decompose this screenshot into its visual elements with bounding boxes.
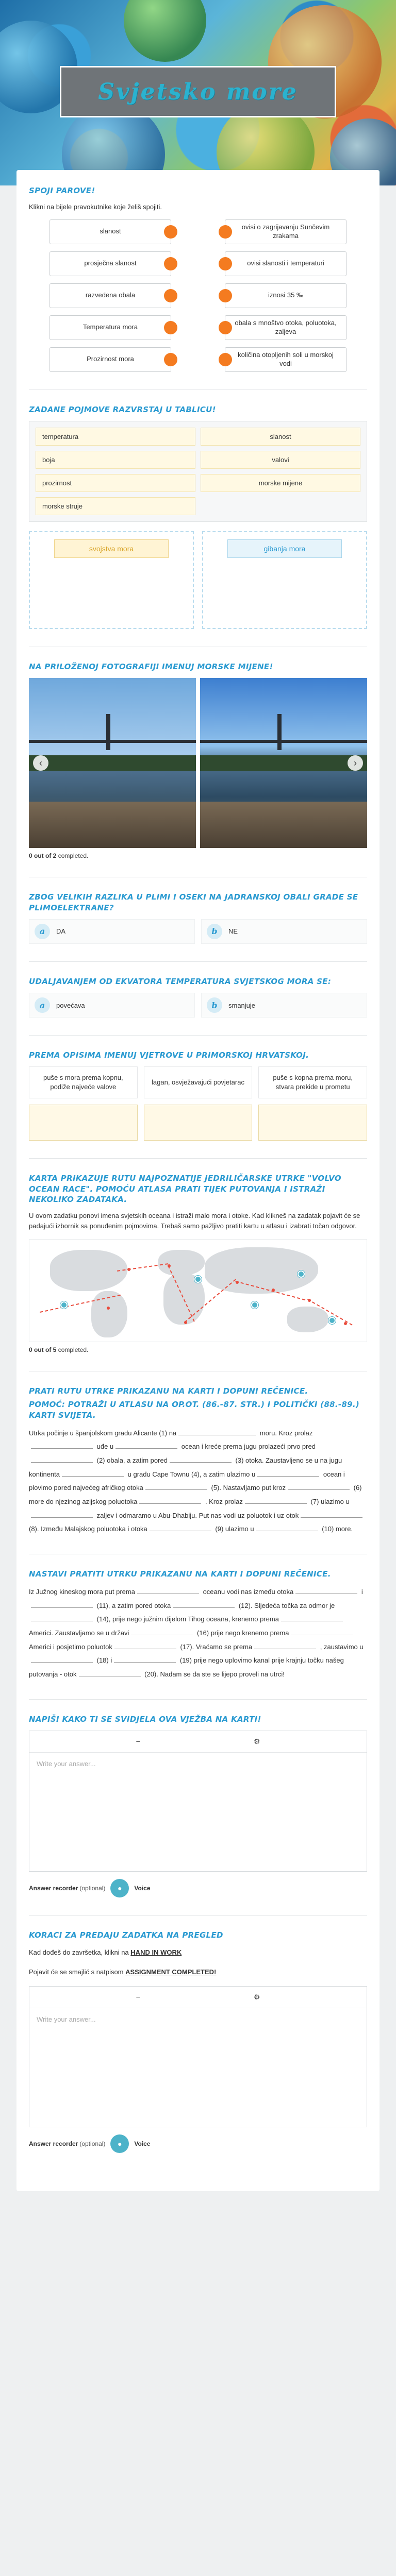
- race-stop: [127, 1268, 130, 1271]
- question-categorize: [29, 404, 367, 629]
- answer-option[interactable]: b smanjuje: [201, 993, 367, 1018]
- blank-select[interactable]: [139, 1497, 201, 1504]
- blank-select[interactable]: [116, 1442, 177, 1449]
- globe-image: [124, 0, 206, 62]
- match-right-item[interactable]: količina otopljenih soli u morskoj vodi: [225, 347, 346, 372]
- question-instruction: U ovom zadatku ponovi imena svjetskih oceana i istraži malo mora i otoke. Kad klikneš na zadatak pojavit će se padajući izbornik sa ponuđenim pojmovima. Trebaš samo pažljivo pratiti kartu u atlasu i izabrati točan odgovor.: [29, 1212, 360, 1230]
- option-list: [29, 993, 367, 1018]
- hills: [200, 755, 367, 771]
- blank-select[interactable]: [295, 1587, 357, 1594]
- category-bins: [29, 531, 367, 629]
- question-photos: [29, 662, 367, 859]
- bridge-tower: [277, 714, 282, 750]
- minus-icon[interactable]: −: [136, 1993, 140, 2002]
- tide-photo[interactable]: [200, 678, 367, 848]
- blank-select[interactable]: [178, 1428, 256, 1435]
- connector-dot[interactable]: [219, 257, 232, 270]
- blank-select[interactable]: [31, 1511, 93, 1518]
- question-title: KORACI ZA PREDAJU ZADATKA NA PREGLED: [29, 1930, 223, 1940]
- blank-select[interactable]: [173, 1601, 235, 1608]
- gear-icon[interactable]: ⚙: [253, 1992, 260, 2001]
- hills: [29, 755, 196, 771]
- draggable-chip[interactable]: temperatura: [36, 428, 195, 446]
- match-right-item[interactable]: obala s mnoštvo otoka, poluotoka, zaljeva: [225, 315, 346, 340]
- option-letter: b: [207, 997, 222, 1013]
- match-left-item[interactable]: Temperatura mora: [50, 315, 171, 340]
- blank-select[interactable]: [31, 1455, 93, 1463]
- header-banner: [0, 0, 396, 185]
- description-card: puše s kopna prema moru, stvara prekide u prometu: [258, 1066, 367, 1098]
- connector-dot[interactable]: [164, 257, 177, 270]
- race-stop: [107, 1307, 110, 1310]
- match-left-item[interactable]: razvedena obala: [50, 283, 171, 308]
- option-letter: b: [207, 924, 222, 939]
- question-title: PRATI RUTU UTRKE PRIKAZANU NA KARTI I DOPUNI REČENICE.: [29, 1386, 308, 1396]
- draggable-chip[interactable]: morske mijene: [201, 474, 360, 492]
- question-winds: [29, 1050, 367, 1141]
- section-divider: [29, 1158, 367, 1159]
- option-list: [29, 919, 367, 944]
- question-fill-route-2: [29, 1569, 367, 1682]
- blank-select[interactable]: [256, 1524, 318, 1531]
- blank-select[interactable]: [79, 1669, 141, 1676]
- draggable-chip[interactable]: prozirnost: [36, 474, 195, 492]
- question-title: ZBOG VELIKIH RAZLIKA U PLIMI I OSEKI NA JADRANSKOJ OBALI GRADE SE PLIMOELEKTRANE?: [29, 892, 358, 912]
- blank-select[interactable]: [254, 1642, 316, 1649]
- category-bin[interactable]: [202, 531, 367, 629]
- question-match-pairs: [29, 185, 367, 372]
- match-right-item[interactable]: ovisi slanosti i temperaturi: [225, 251, 346, 276]
- world-map: [29, 1239, 367, 1342]
- blank-select[interactable]: [291, 1628, 353, 1635]
- question-title: UDALJAVANJEM OD EKVATORA TEMPERATURA SVJETSKOG MORA SE:: [29, 976, 332, 986]
- answer-option[interactable]: a povećava: [29, 993, 195, 1018]
- question-title: PREMA OPISIMA IMENUJ VJETROVE U PRIMORSKOJ HRVATSKOJ.: [29, 1050, 309, 1060]
- race-stop: [308, 1299, 311, 1302]
- description-card: puše s mora prema kopnu, podiže najveće valove: [29, 1066, 138, 1098]
- connector-dot[interactable]: [164, 225, 177, 239]
- answer-recorder: Answer recorder (optional) ● Voice: [29, 2134, 367, 2153]
- race-stop: [184, 1321, 187, 1324]
- chevron-left-icon[interactable]: ‹: [33, 755, 48, 771]
- blank-select[interactable]: [150, 1524, 211, 1531]
- tide-photo[interactable]: [29, 678, 196, 848]
- blank-select[interactable]: [288, 1483, 350, 1490]
- match-grid: [29, 219, 367, 372]
- connector-dot[interactable]: [164, 321, 177, 334]
- connector-dot[interactable]: [164, 353, 177, 366]
- blank-select[interactable]: [31, 1442, 93, 1449]
- answer-drop-zones: [29, 1105, 367, 1141]
- bin-label: svojstva mora: [54, 539, 168, 558]
- question-title: NAPIŠI KAKO TI SE SVIDJELA OVA VJEŽBA NA KARTI!: [29, 1714, 261, 1724]
- race-stop: [236, 1281, 239, 1284]
- section-divider: [29, 1699, 367, 1700]
- blank-select[interactable]: [31, 1655, 93, 1663]
- blank-select[interactable]: [114, 1642, 176, 1649]
- option-letter: a: [35, 997, 50, 1013]
- continent-europe: [158, 1250, 205, 1276]
- section-divider: [29, 961, 367, 962]
- answer-textarea[interactable]: Write your answer...: [37, 2015, 96, 2023]
- voice-label: Voice: [134, 2140, 151, 2147]
- page-title: Svjetsko more: [98, 78, 298, 105]
- question-temperature: [29, 976, 367, 1018]
- section-divider: [29, 389, 367, 390]
- map-hotspot[interactable]: [194, 1276, 202, 1283]
- question-title: NA PRILOŽENOJ FOTOGRAFIJI IMENUJ MORSKE MIJENE!: [29, 662, 273, 671]
- worksheet-page: [16, 170, 380, 2191]
- photo-pair: [29, 678, 367, 848]
- blank-select[interactable]: [31, 1601, 93, 1608]
- blank-select[interactable]: [170, 1455, 232, 1463]
- blank-select[interactable]: [31, 1614, 93, 1621]
- answer-option[interactable]: a DA: [29, 919, 195, 944]
- match-right-item[interactable]: iznosi 35 ‰: [225, 283, 346, 308]
- question-title: KARTA PRIKAZUJE RUTU NAJPOZNATIJE JEDRILIČARSKE UTRKE "VOLVO OCEAN RACE". POMOĆU ATLASA PRATI TIJEK PUTOVANJA I ISTRAŽI NEKOLIKO ZADATAKA.: [29, 1174, 341, 1204]
- description-card: lagan, osvježavajući povjetarac: [144, 1066, 253, 1098]
- blank-select[interactable]: [257, 1469, 319, 1477]
- chip-pool: [29, 421, 367, 522]
- connector-dot[interactable]: [219, 321, 232, 334]
- map-hotspot[interactable]: [298, 1270, 305, 1278]
- description-cards: [29, 1066, 367, 1098]
- draggable-chip[interactable]: morske struje: [36, 497, 195, 515]
- continent-south-america: [91, 1291, 127, 1337]
- fill-text: Iz Južnog kineskog mora put prema oceanu vodi nas između otoka i (11), a zatim pored otoka (12). Sljedeća točka za odmor je (14), prije nego južnim dijelom Tihog oceana, krenemo prema Americi. Zaustavljamo se u državi (16) prije nego krenemo prema Americi i posjetimo poluotok (17). Vraćamo se prema , zaustavimo u (18) i (19) prije nego uplovimo kanal prije krajnju točku našeg putovanja - otok (20). Nadam se da ste se lijepo proveli na utrci!: [29, 1588, 364, 1678]
- connector-dot[interactable]: [164, 289, 177, 302]
- question-race-map: [29, 1173, 367, 1353]
- question-hint: POMOĆ: POTRAŽI U ATLASU NA OP.OT. (86.-87. STR.) I POLITIČKI (88.-89.) KARTI SVIJETA.: [29, 1400, 360, 1420]
- answer-recorder: Answer recorder (optional) ● Voice: [29, 1879, 367, 1897]
- editor-toolbar: [29, 1987, 367, 2008]
- section-divider: [29, 1915, 367, 1916]
- title-box: [60, 66, 336, 117]
- map-hotspot[interactable]: [328, 1317, 336, 1324]
- draggable-chip[interactable]: slanost: [201, 428, 360, 446]
- progress-counter: 0 out of 2 completed.: [29, 852, 89, 860]
- map-hotspot[interactable]: [60, 1301, 68, 1309]
- answer-editor: [29, 1986, 367, 2127]
- chevron-right-icon[interactable]: ›: [348, 755, 363, 771]
- continent-australia: [287, 1307, 328, 1332]
- connector-dot[interactable]: [219, 225, 232, 239]
- submit-instructions: Kad dođeš do završetka, klikni na HAND IN WORK Pojavit će se smajlić s natpisom ASSIGNMENT COMPLETED!: [29, 1948, 217, 1976]
- progress-counter: 0 out of 5 completed.: [29, 1346, 89, 1353]
- voice-label: Voice: [134, 1884, 151, 1892]
- answer-drop-zone[interactable]: [144, 1105, 253, 1141]
- match-left-item[interactable]: slanost: [50, 219, 171, 244]
- question-write-opinion: [29, 1714, 367, 1897]
- question-submit-steps: [29, 1930, 367, 2153]
- question-title: ZADANE POJMOVE RAZVRSTAJ U TABLICU!: [29, 404, 216, 414]
- blank-select[interactable]: [301, 1511, 362, 1518]
- answer-drop-zone[interactable]: [29, 1105, 138, 1141]
- microphone-icon[interactable]: ●: [110, 1879, 129, 1897]
- answer-editor: [29, 1731, 367, 1872]
- continent-north-america: [50, 1250, 127, 1291]
- blank-select[interactable]: [245, 1497, 307, 1504]
- match-left-item[interactable]: Prozirnost mora: [50, 347, 171, 372]
- match-left-item[interactable]: prosječna slanost: [50, 251, 171, 276]
- race-stop: [344, 1322, 347, 1325]
- race-stop: [168, 1264, 171, 1267]
- question-title: SPOJI PAROVE!: [29, 186, 95, 195]
- editor-toolbar: [29, 1731, 367, 1753]
- shore: [200, 802, 367, 848]
- map-hotspot[interactable]: [251, 1301, 258, 1309]
- match-right-item[interactable]: ovisi o zagrijavanju Sunčevim zrakama: [225, 219, 346, 244]
- microphone-icon[interactable]: ●: [110, 2134, 129, 2153]
- gear-icon[interactable]: ⚙: [253, 1737, 260, 1745]
- blank-select[interactable]: [137, 1587, 199, 1594]
- section-divider: [29, 1035, 367, 1036]
- draggable-chip[interactable]: boja: [36, 451, 195, 469]
- blank-select[interactable]: [131, 1628, 193, 1635]
- bin-label: gibanja mora: [227, 539, 341, 558]
- answer-textarea[interactable]: Write your answer...: [37, 1759, 96, 1768]
- question-fill-route-1: [29, 1386, 367, 1536]
- blank-select[interactable]: [281, 1614, 343, 1621]
- blank-select[interactable]: [62, 1469, 124, 1477]
- shore: [29, 802, 196, 848]
- race-stop: [272, 1289, 275, 1292]
- blank-select[interactable]: [145, 1483, 207, 1490]
- option-letter: a: [35, 924, 50, 939]
- answer-option[interactable]: b NE: [201, 919, 367, 944]
- question-title: NASTAVI PRATITI UTRKU PRIKAZANU NA KARTI I DOPUNI REČENICE.: [29, 1569, 331, 1579]
- blank-select[interactable]: [114, 1655, 176, 1663]
- draggable-chip[interactable]: valovi: [201, 451, 360, 469]
- connector-dot[interactable]: [219, 289, 232, 302]
- category-bin[interactable]: [29, 531, 194, 629]
- fill-text: Utrka počinje u španjolskom gradu Alicante (1) na moru. Kroz prolaz uđe u ocean i kreće prema jugu prolazeći prvo pred (2) obala, a zatim pored (3) otoka. Zaustavljeno se u na jugu kontinenta u gradu Cape Townu (4), a zatim ulazimo u ocean i plovimo pored najvećeg afričkog otoka (5). Nastavljamo put kroz (6) more do njezinog azijskog poluotoka . Kroz prolaz (7) ulazimo u zaljev i odmaramo u Abu-Dhabiju. Put nas vodi uz poluotok i uz otok (8). Između Malajskog poluotoka i otoka (9) ulazimo u (10) more.: [29, 1429, 362, 1533]
- bridge-tower: [106, 714, 110, 750]
- question-instruction: Klikni na bijele pravokutnike koje želiš spojiti.: [29, 203, 162, 211]
- minus-icon[interactable]: −: [136, 1737, 140, 1746]
- answer-drop-zone[interactable]: [258, 1105, 367, 1141]
- bridge: [29, 740, 196, 743]
- question-tidal-plants: [29, 892, 367, 944]
- bridge: [200, 740, 367, 743]
- connector-dot[interactable]: [219, 353, 232, 366]
